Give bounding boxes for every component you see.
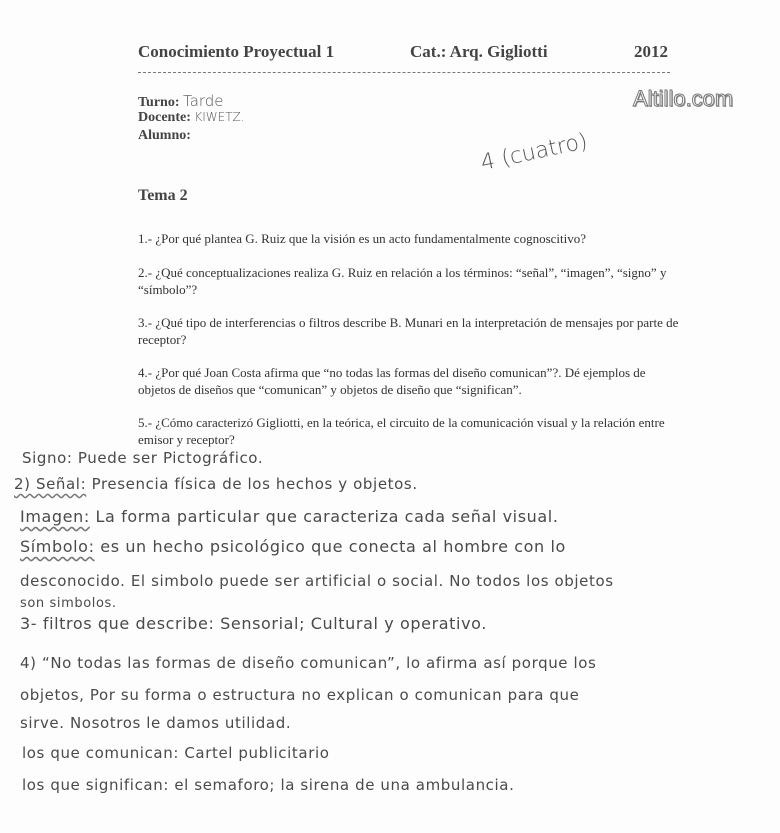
question-1: 1.- ¿Por qué plantea G. Ruiz que la visión es un acto fundamentalmente cognoscitivo? [138,231,587,246]
answer-text: La forma particular que caracteriza cada señal visual. [89,507,559,526]
answer-text: desconocido. El simbolo puede ser artificial o social. No todos los objetos [20,572,614,590]
question-3: 3.- ¿Qué tipo de interferencias o filtros describe B. Munari en la interpretación de mensajes por parte de receptor? [138,315,679,347]
answer-text: son simbolos. [20,596,117,611]
answer-line [22,744,330,762]
docente-label: Docente: [138,110,191,125]
question-2: 2.- ¿Qué conceptualizaciones realiza G. Ruiz en relación a los términos: “señal”, “imagen”, “signo” y “símbolo”? [138,265,667,297]
turno-field [138,92,224,111]
turno-value: Tarde [183,92,224,110]
answer-term: Símbolo: [20,537,95,556]
answer-line [20,686,580,704]
answer-line [20,654,596,672]
altillo-watermark: Altillo.com [633,86,734,111]
exam-year: 2012 [634,42,668,61]
answer-text: Puede ser Pictográfico. [72,449,264,467]
answer-text: sirve. Nosotros le damos utilidad. [20,714,292,732]
chair-name: Cat.: Arq. Gigliotti [410,42,548,61]
alumno-label: Alumno: [138,128,191,143]
course-title: Conocimiento Proyectual 1 [138,42,335,61]
docente-value: KIWETZ. [194,110,245,124]
answer-term: 2) Señal: [14,475,87,493]
answer-term: Signo: [22,449,73,467]
answer-text: objetos, Por su forma o estructura no explican o comunican para que [20,686,580,704]
answer-line [22,776,514,794]
docente-field [138,110,245,126]
answer-text: 3- filtros que describe: Sensorial; Cultural y operativo. [20,614,487,633]
turno-label: Turno: [138,95,180,110]
tema-heading: Tema 2 [138,187,188,204]
answer-line [20,614,487,633]
answer-line [20,714,291,732]
question-5: 5.- ¿Cómo caracterizó Gigliotti, en la teórica, el circuito de la comunicación visual y la relación entre emisor y receptor? [138,415,665,447]
grade-mark: 4 (cuatro) [478,129,590,176]
answer-text: Presencia física de los hechos y objetos. [86,475,418,493]
answer-line [20,507,559,526]
answer-line [20,572,614,590]
answer-text: es un hecho psicológico que conecta al hombre con lo [94,537,566,556]
answer-text: los que comunican: Cartel publicitario [22,744,330,762]
header-divider [138,72,670,73]
question-4: 4.- ¿Por qué Joan Costa afirma que “no todas las formas del diseño comunican”?. Dé ejemplos de objetos de diseños que “comunican” y objetos de diseño que “significan”. [138,365,646,397]
answer-line [22,449,263,467]
answer-line [14,475,418,493]
answer-term: Imagen: [20,507,90,526]
answer-text: 4) “No todas las formas de diseño comunican”, lo afirma así porque los [20,654,597,672]
answer-line [20,537,566,556]
answer-text: los que significan: el semaforo; la sirena de una ambulancia. [22,776,515,794]
answer-line [20,596,117,611]
